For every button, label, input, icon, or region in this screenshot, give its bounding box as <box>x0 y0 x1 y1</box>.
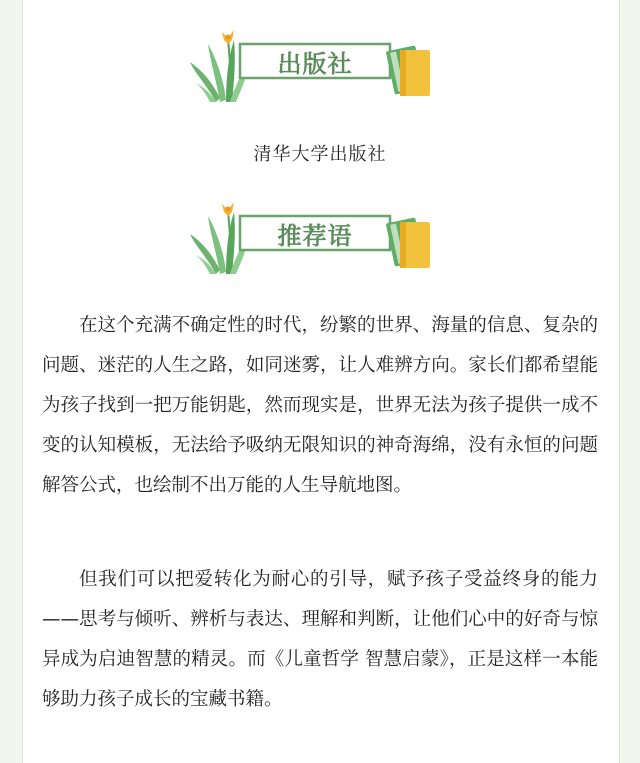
books-icon <box>386 217 430 268</box>
recommend-heading: 推荐语 <box>277 221 353 250</box>
publisher-name: 清华大学出版社 <box>253 144 387 165</box>
publisher-heading: 出版社 <box>277 49 353 78</box>
recommend-section-banner <box>186 196 446 278</box>
publisher-section-banner <box>186 24 446 106</box>
recommend-paragraph-1: 在这个充满不确定性的时代，纷繁的世界、海量的信息、复杂的问题、迷茫的人生之路，如同迷雾，让人难辨方向。家长们都希望能为孩子找到一把万能钥匙，然而现实是，世界无法为孩子提供一成不变的认知模板，无法给予吸纳无限知识的神奇海绵，没有永恒的问题解答公式，也绘制不出万能的人生导航地图。 <box>42 315 598 496</box>
recommend-paragraph-2: 但我们可以把爱转化为耐心的引导，赋予孩子受益终身的能力——思考与倾听、辨析与表达、理解和判断，让他们心中的好奇与惊异成为启迪智慧的精灵。而《儿童哲学 智慧启蒙》，正是这样一本能够助力孩子成长的宝藏书籍。 <box>42 569 598 710</box>
books-icon <box>386 45 430 96</box>
